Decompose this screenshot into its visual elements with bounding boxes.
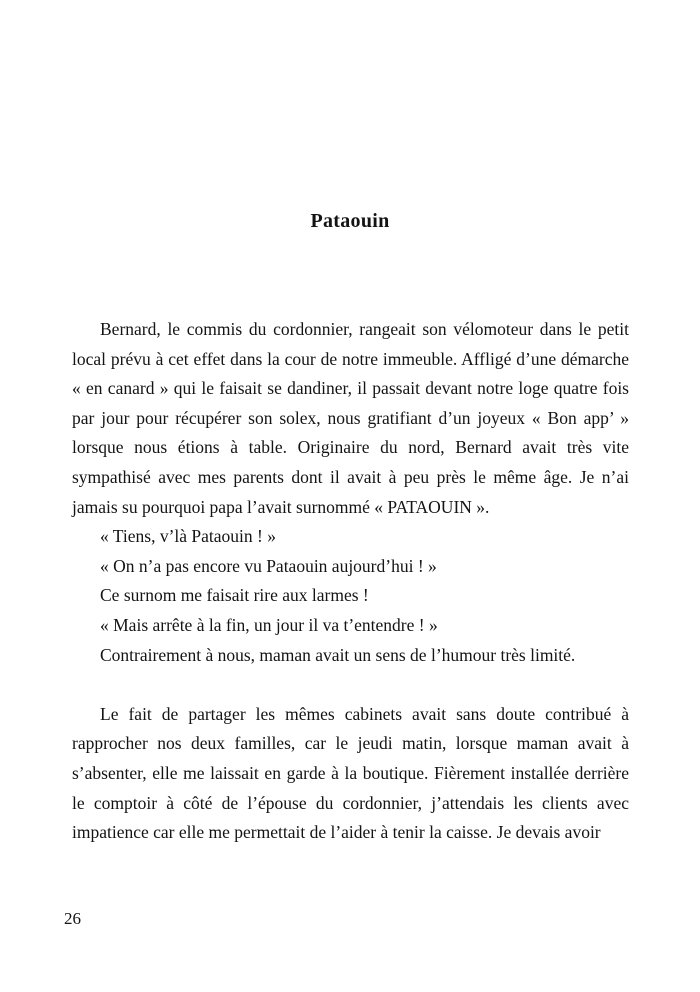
- page-body: [72, 315, 629, 848]
- paragraph-narration-2: Contrairement à nous, maman avait un sens de l’humour très limité.: [100, 644, 576, 665]
- paragraph-intro: Bernard, le commis du cordonnier, rangeait son vélomoteur dans le petit local prévu à cet effet dans la cour de notre immeuble. Affligé d’une démarche « en canard » qui le faisait se dandiner, il passait devant notre loge quatre fois par jour pour récupérer son solex, nous gratifiant d’un joyeux « Bon app’ » lorsque nous étions à table. Originaire du nord, Bernard avait très vite sympathisé avec mes parents dont il avait à peu près le même âge. Je n’ai jamais su pourquoi papa l’avait surnommé « PATAOUIN ».: [72, 319, 629, 517]
- paragraph-dialogue-1: « Tiens, v’là Pataouin ! »: [100, 526, 276, 547]
- paragraph-dialogue-2: « On n’a pas encore vu Pataouin aujourd’hui ! »: [100, 555, 437, 576]
- paragraph-boutique: Le fait de partager les mêmes cabinets avait sans doute contribué à rapprocher nos deux familles, car le jeudi matin, lorsque maman avait à s’absenter, elle me laissait en garde à la boutique. Fièrement installée derrière le comptoir à côté de l’épouse du cordonnier, j’attendais les clients avec impatience car elle me permettait de l’aider à tenir la caisse. Je devais avoir: [72, 703, 629, 843]
- page-number: 26: [64, 909, 81, 928]
- paragraph-narration-1: Ce surnom me faisait rire aux larmes !: [100, 585, 369, 606]
- chapter-title: Pataouin: [310, 210, 390, 232]
- paragraph-dialogue-3: « Mais arrête à la fin, un jour il va t’entendre ! »: [100, 614, 438, 635]
